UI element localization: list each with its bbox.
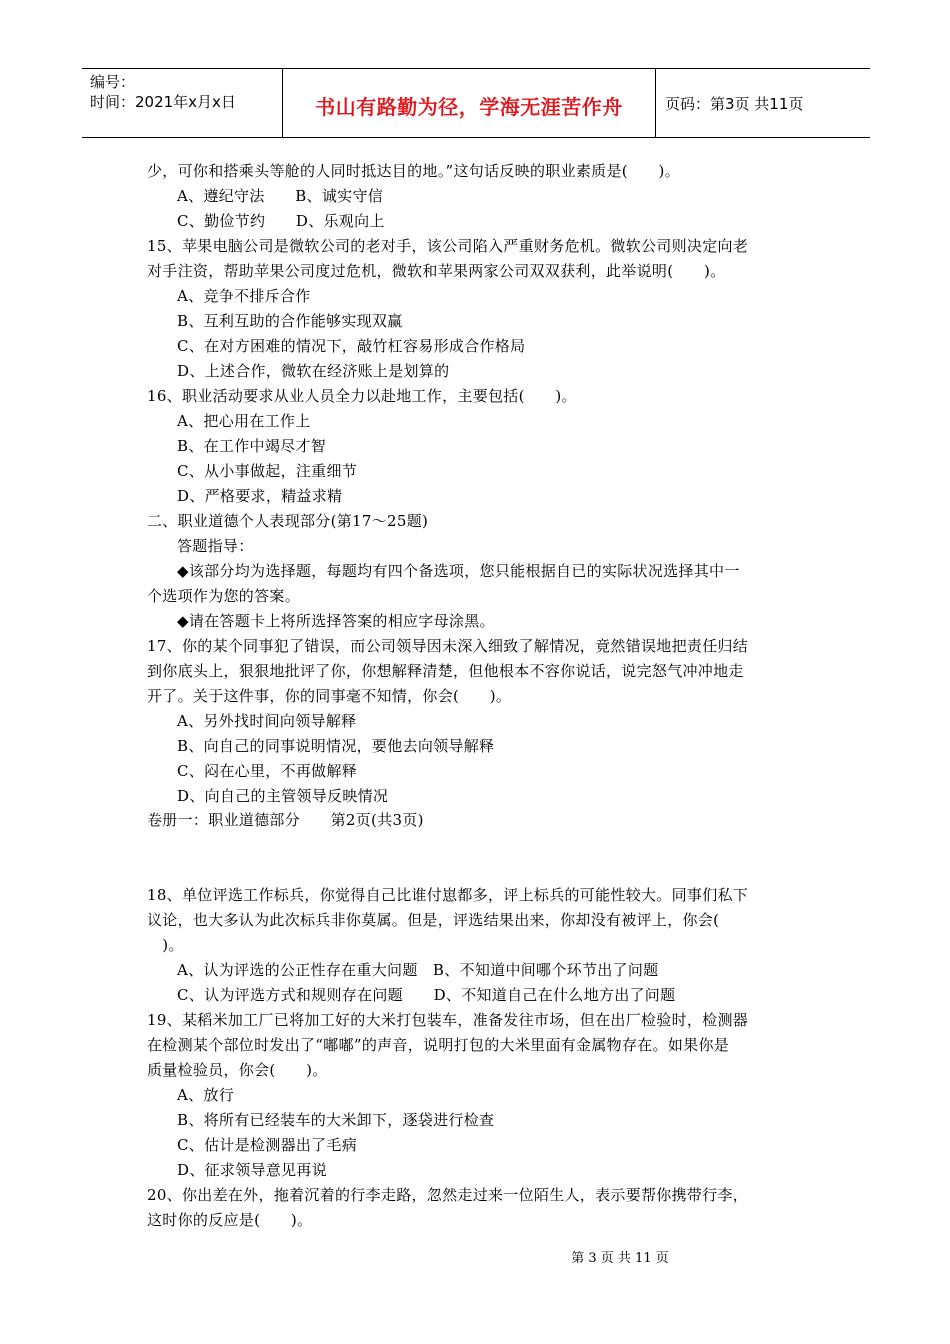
header-motto-cell [282,69,656,137]
option-line: D、严格要求，精益求精 [177,487,343,505]
instruction-line: 个选项作为您的答案。 [147,587,301,605]
text-line: 到你底头上，狠狠地批评了你，你想解释清楚，但他根本不容你说话，说完怒气冲冲地走 [147,662,744,680]
option-line: B、互利互助的合作能够实现双赢 [177,312,403,330]
option-line: C、勤俭节约 D、乐观向上 [177,212,385,230]
option-line: B、在工作中竭尽才智 [177,437,327,455]
question-18: 18、单位评选工作标兵，你觉得自己比谁付崽都多，评上标兵的可能性较大。同事们私下 [147,886,749,904]
instruction-line: ◆请在答题卡上将所选择答案的相应字母涂黑。 [177,612,495,630]
volume-footer-note: 卷册一：职业道德部分 第2页(共3页) [147,811,424,829]
option-line: A、认为评选的公正性存在重大问题 B、不知道中间哪个环节出了问题 [177,961,659,979]
option-line: D、向自己的主管领导反映情况 [177,787,389,805]
text-line: 对手注资，帮助苹果公司度过危机，微软和苹果两家公司双双获利，此举说明( )。 [147,262,726,280]
motto: 书山有路勤为径，学海无涯苦作舟 [315,95,623,119]
header-page-info: 页码：第3页 共11页 [665,95,804,113]
number-label: 编号： [90,73,136,91]
option-line: D、征求领导意见再说 [177,1161,328,1179]
option-line: A、把心用在工作上 [177,412,311,430]
text-line: 少，可你和搭乘头等舱的人同时抵达目的地。”这句话反映的职业素质是( )。 [147,162,680,180]
option-line: C、闷在心里，不再做解释 [177,762,358,780]
option-line: C、估计是检测器出了毛病 [177,1136,358,1154]
text-line: 质量检验员，你会( )。 [147,1061,328,1079]
text-line: 开了。关于这件事，你的同事毫不知情，你会( )。 [147,687,512,705]
text-line: 这时你的反应是( )。 [147,1211,313,1229]
text-line: 在检测某个部位时发出了“嘟嘟”的声音，说明打包的大米里面有金属物存在。如果你是 [147,1036,730,1054]
option-line: C、从小事做起，注重细节 [177,462,358,480]
question-15: 15、苹果电脑公司是微软公司的老对手，该公司陷入严重财务危机。微软公司则决定向老 [147,237,749,255]
page-footer [0,1247,950,1266]
question-20: 20、你出差在外，拖着沉着的行李走路，忽然走过来一位陌生人，表示要帮你携带行李， [147,1186,749,1204]
question-17: 17、你的某个同事犯了错误，而公司领导因未深入细致了解情况，竟然错误地把责任归结 [147,637,749,655]
option-line: C、认为评选方式和规则存在问题 D、不知道自己在什么地方出了问题 [177,986,676,1004]
option-line: C、在对方困难的情况下，敲竹杠容易形成合作格局 [177,337,526,355]
option-line: A、另外找时间向领导解释 [177,712,357,730]
option-line: A、遵纪守法 B、诚实守信 [177,187,384,205]
question-16: 16、职业活动要求从业人员全力以赴地工作，主要包括( )。 [147,387,577,405]
instruction-heading: 答题指导： [177,537,254,555]
option-line: D、上述合作，微软在经济账上是划算的 [177,362,450,380]
option-line: B、向自己的同事说明情况，要他去向领导解释 [177,737,495,755]
header-left-cell [82,69,282,137]
date-label: 时间：2021年x月x日 [90,93,236,111]
text-line: 议论，也大多认为此次标兵非你莫属。但是，评选结果出来，你却没有被评上，你会( [147,911,720,929]
text-line: )。 [147,936,184,954]
page-header [82,68,870,138]
section-heading: 二、职业道德个人表现部分(第17～25题) [147,512,429,530]
header-page-cell [655,69,870,137]
question-19: 19、某稻米加工厂已将加工好的大米打包装车，准备发往市场，但在出厂检验时，检测器 [147,1011,749,1029]
page-number: 第 3 页 共 11 页 [571,1251,669,1266]
option-line: A、放行 [177,1086,235,1104]
option-line: B、将所有已经装车的大米卸下，逐袋进行检查 [177,1111,495,1129]
option-line: A、竞争不排斥合作 [177,287,311,305]
instruction-line: ◆该部分均为选择题，每题均有四个备选项，您只能根据自已的实际状况选择其中一 [177,562,740,580]
